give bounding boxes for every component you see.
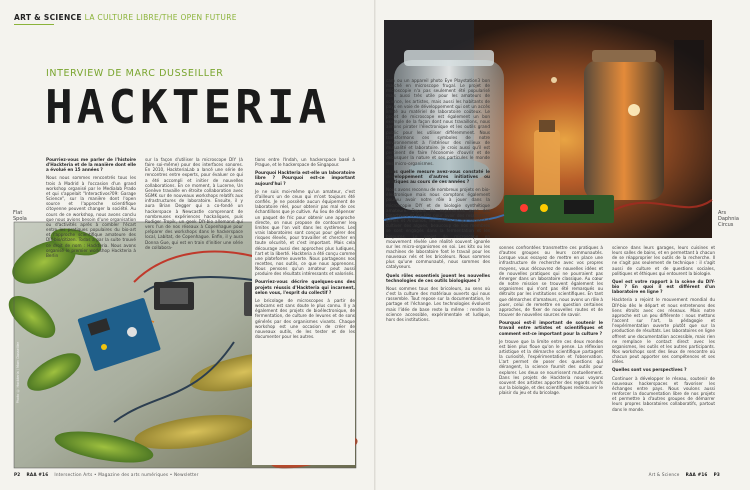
spread-gutter [374,0,376,490]
question: Pourriez-vous décrire quelques-uns des projets réussis d'Hackteria qui incarnent, selon vous, l'esprit du collectif ? [255,279,355,295]
left-footer-info: Intersection Arts • Magazine des arts numériques • Newsletter [54,472,199,477]
right-footer [649,472,720,477]
question: Quels rôles essentiels jouent les nouvelles technologies de ces outils biologiques ? [386,272,490,283]
question: Dans quelle mesure avez-vous constaté le développement d'autres initiatives ou pratiques au cours de ces années ? [386,168,490,184]
left-column-2 [145,157,243,250]
left-issue: RAA #16 [26,472,49,477]
body-paragraph: Je ne suis moi-même qu'un amateur, c'est d'ailleurs un de ceux qui m'ont toujours été confiés. Je ne possède aucun équipement de laboratoire réel, pour obtenir pas mal de ces échantillons que je cultive. Au lieu de dépenser un paquet de fric pour obtenir une approche directe, on nous propose de contourner les limites que l'on voit dans les systèmes. Les vrais laboratoires sont conçus pour gérer des risques élevés, pour travailler et chercher en toute sécurité, et c'est important. Mais cela décourage aussi des approches plus ludiques, l'art et la liberté. Hackteria a été conçu comme une plateforme ouverte. Nous partageons nos recettes, nos outils, ce que nous apprenons. Nous pensons qu'un amateur peut aussi produire des résultats intéressants et valorisés. [255,188,355,277]
section-subtitle: LA CULTURE LIBRE/THE OPEN FUTURE [84,13,237,22]
question: Pourriez-vous me parler de l'histoire d'Hackteria et de la manière dont elle a évolué en 15 années ? [46,157,136,173]
body-paragraph: Nous nous sommes rencontrés tous les trois à Madrid à l'occasion d'un grand workshop organisé par le Medialab Prado et qui s'appelait "Interactivos?09: Garage Science", sur la manière dont l'open source et l'approche scientifique citoyenne peuvent changer la société. Au cours de ce workshop, nous avons conclu que nous avions besoin d'une organisation ou d'activités après à combler l'écart entre les pratiques populaires du bio-art et l'approche scientifique amateure des DIY-bio/citizen. Todas a par la suite trouvé ce droit de nom : Hackteria. Nous avons organisé le premier workshop Hackteria à Berlin [46,175,136,258]
left-photo-caption: Flat Spola [13,210,27,222]
body-paragraph: Nous avons reconnu de nombreux projets en bio-électronique mais nous comptons également pourvu avoir notre rôle à jouer dans la microscopie DIY et de biologie synthétique amateure. Depuis les expériences avec des bioacteurs et les kits pour avoir des ressources, gênes et Arduinos, les interfaces qui servent à cultiver des algues, beaucoup de nos membres se sont engagés dans la fermentation et les biopuces. Le projet de microscope en mouvement révèle une réalité souvent ignorée sur les micro-organismes en soi. Les kits ou les machines de laboratoire font le travail pour les nouveaux nés et les bricoleurs. Nous sommes plus qu'une communauté, nous sommes des catalyseurs. [386,187,490,270]
question: Pourquoi est-il important de soutenir le travail entre artistes et scientifiques et comment est-ce important pour la culture ? [499,320,603,336]
right-column-3 [612,245,715,470]
right-page-number: P3 [713,472,720,477]
body-paragraph: cam ou un appareil photo Eye Playstation3 bon marché en microscope frugal. Le projet de microscopie n'a pas seulement été popularisé mais aussi très utile pour les amateurs de science, les artistes, mais aussi les habitants de pays en voie de développement qui ont un accès limité au matériel de laboratoire coûteux. Le projet de microscope est également un bon exemple de la façon dont nous travaillons, nous aimons pirater l'électronique et les outils grand public pour les utiliser différemment. Nous transformons ces symboles de notre environnement à l'intérieur des milieux de mutualité et laboratoire. Je crois aussi qu'il est pertinent de faire l'économie d'ouvrir et de débusquer la nature et ses particules le monde des micro-organismes. [386,78,490,166]
body-paragraph: Nous sommes tous des bricoleurs, au sens où c'est la culture des matériaux ouverts qui nous rassemble. Tout repose sur la documentation, le partage et l'échange. Les technologies évoluent mais l'idée de base reste la même : rendre la science accessible, expérimentale et ludique, hors des institutions. [386,285,490,322]
question-paragraph [46,157,136,172]
question: Quelles sont vos perspectives ? [612,367,687,373]
question-paragraph [255,170,355,185]
right-column-2 [499,245,603,470]
body-paragraph: Hackteria a rejoint le mouvement mondial du DIY-bio dès le départ et nous entretenons des liens étroits avec ces réseaux. Mais notre approche est un peu différente : nous mettons l'accent sur l'art, la pédagogie et l'expérimentation ouverte plutôt que sur la production de résultats. Les laboratoires en ligne offrent une documentation accessible, mais rien ne remplace le contact direct avec les organismes, les outils et les autres participants. Nos workshops sont des lieux de rencontre où chacun peut apporter ses compétences et ses idées. [612,297,715,365]
left-column-3 [252,157,355,465]
body-paragraph: Le bricolage de microscopes à partir de webcams est sans doute le plus connu. Il y a également des projets de bioélectronique, de fermentation, de culture de levures et de sons générés par des organismes vivants. Chaque workshop est une occasion de créer de nouveaux outils, de les tester et de les documenter pour les autres. [255,297,355,339]
body-paragraph: tions entre l'Indah, un hackerspace basé à Prague, et le hackerspace de Singapour. [255,157,355,168]
right-column-1 [386,78,490,470]
right-photo-caption: Ars Daphnia Circus [718,210,739,228]
body-paragraph: Continuer à développer le réseau, soutenir de nouveaux hackerspaces et favoriser les échanges entre pays. Nous voulons aussi renforcer la documentation libre de nos projets et permettre à d'autres groupes de démarrer leurs propres laboratoires collaboratifs, partout dans le monde. [612,375,715,412]
body-paragraph: Je trouve que la limite entre ces deux mondes est bien plus floue qu'on le pense. La réflexion artistique et la démarche scientifique partagent la curiosité, l'expérimentation et l'observation. L'art permet de poser des questions qui dérangent, la science fournit des outils pour explorer. Les deux se nourrissent mutuellement. Dans les projets de Hackteria nous voyons souvent des artistes apporter des regards neufs sur la biologie, et des scientifiques redécouvrir le plaisir du jeu et du bricolage. [499,338,603,396]
question-paragraph [255,279,355,294]
section-header [14,13,237,22]
left-footer [14,472,199,477]
question: Quel est votre rapport à la scène du DIY-bio ? En quoi il est différent d'un laboratoire en ligne ? [612,278,715,295]
body-paragraph: sur la façon d'utiliser la microscope DIY (à faire soi-même) pour des interfaces sonores. En 2010, HackteriaLab a lancé une série de rencontres entre experts, pour évaluer ce qui a été accompli et initier de nouvelles collaborations. En ce moment, à Lucerne, Un Genève travaille en étroite collaboration avec SGMK sur de nouveaux workshops relatifs aux infrastructures de laboratoire. Ensuite, il y aura Brian Degger qui a co-fondé un hackerspace à Newcastle comprenant de nombreuses expériences hackaliques, puis Rudiger Tropik, un geek DIY-bio allemand qui vers l'un de nos réseaux à Copenhague pour préparer des workshops dans le hackerspace local, Labitat, de Copenhague. Enfin, il y aura Donna Gue, qui est en train d'initier une série de collabora- [145,157,243,250]
left-column-1 [46,157,136,258]
article-title: HACKTERIA [45,80,331,134]
photo-credit: Photo © Hackteria / Marc Dusseiller [16,342,20,404]
question: Pourquoi Hackteria est-elle un laboratoire libre ? Pourquoi est-ce important aujourd'hui ? [255,170,355,186]
question-paragraph [386,169,490,184]
right-issue: RAA #16 [685,472,708,477]
section-kicker: ART & SCIENCE [14,13,82,22]
question-paragraph [612,367,715,372]
question-paragraph [612,279,715,294]
body-paragraph: sonnes confrontées transmettre ces pratiques à d'autres groupes ou leurs communautés. Lorsque vous essayez de mettre en place une infrastructure de recherche avec vos propres moyens, vous découvrez de nouvelles idées et de nouvelles pratiques qui ne pourraient pas émerger dans un laboratoire classique. Au cœur de notre mission se trouvent également les organismes qui n'ont pas été remarqués ou détruits par les institutions scientifiques. En tant que démarches d'amateurs, nous avons un rôle à jouer, celui de remettre en question certaines approches, de fixer de nouvelles routes et de trouver de nouvelles sources de savoir. [499,245,603,318]
right-footer-info: Art & Science [648,472,680,477]
header-rule [14,24,54,25]
left-page-number: P2 [14,472,21,477]
question-paragraph [499,320,603,335]
question-paragraph [386,273,490,283]
body-paragraph: science dans leurs garages, leurs cuisines et leurs salles de bains, et en permettant à chacun de se réapproprier les outils de la recherche. Il ne s'agit pas seulement de technique : il s'agit aussi de culture et de questions sociales, politiques et éthiques qui entourent la biologie. [612,245,715,276]
interview-byline: INTERVIEW DE MARC DUSSEILLER [46,68,224,79]
